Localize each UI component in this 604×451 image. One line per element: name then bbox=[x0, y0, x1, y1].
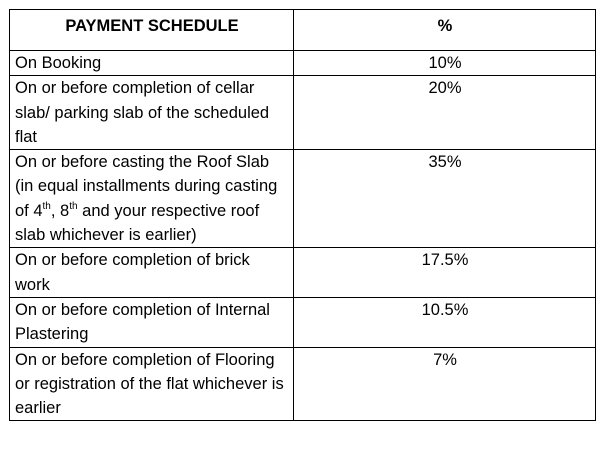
percent-cell: 20% bbox=[294, 76, 596, 150]
payment-schedule-table bbox=[9, 9, 596, 421]
percent-cell: 10% bbox=[294, 51, 596, 76]
stage-text: On or before casting the Roof Slab (in equal installments during casting of 4 bbox=[15, 153, 278, 220]
table-row bbox=[10, 297, 596, 347]
stage-cell: On or before completion of brick work bbox=[10, 248, 294, 298]
ordinal-suffix: th bbox=[69, 200, 78, 212]
table-row bbox=[10, 76, 596, 150]
table-header-row bbox=[10, 10, 596, 51]
percent-cell: 35% bbox=[294, 150, 596, 248]
table-row bbox=[10, 248, 596, 298]
ordinal-suffix: th bbox=[42, 200, 51, 212]
table-row bbox=[10, 150, 596, 248]
table-row bbox=[10, 51, 596, 76]
header-percent: % bbox=[294, 10, 596, 51]
stage-text: , 8 bbox=[50, 201, 70, 220]
percent-cell: 7% bbox=[294, 347, 596, 421]
percent-cell: 10.5% bbox=[294, 297, 596, 347]
header-payment-schedule: PAYMENT SCHEDULE bbox=[10, 10, 294, 51]
table-row bbox=[10, 347, 596, 421]
stage-cell: On Booking bbox=[10, 51, 294, 76]
stage-cell: On or before completion of cellar slab/ parking slab of the scheduled flat bbox=[10, 76, 294, 150]
stage-cell: On or before completion of Internal Plastering bbox=[10, 297, 294, 347]
payment-schedule-sheet bbox=[9, 9, 595, 421]
percent-cell: 17.5% bbox=[294, 248, 596, 298]
stage-text: and your respective roof slab whichever is earlier) bbox=[15, 201, 260, 245]
stage-cell: On or before completion of Flooring or registration of the flat whichever is earlier bbox=[10, 347, 294, 421]
stage-cell bbox=[10, 150, 294, 248]
